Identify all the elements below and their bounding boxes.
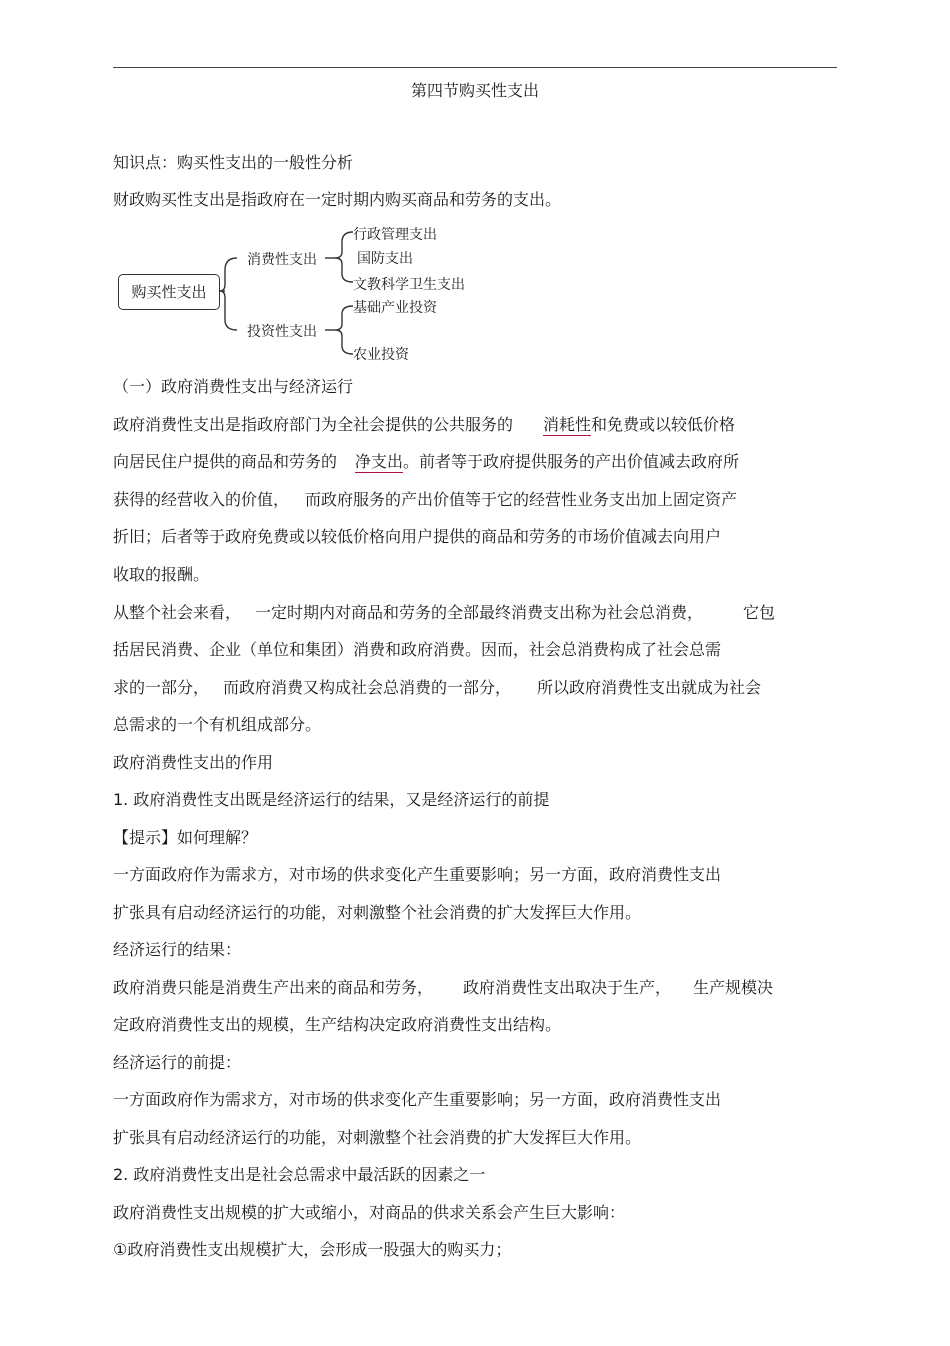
p4-line2: 定政府消费性支出的规模，生产结构决定政府消费性支出结构。 [113,1015,562,1034]
leaf-education: 文教科学卫生支出 [353,277,465,293]
item1: 1. 政府消费性支出既是经济运行的结果，又是经济运行的前提 [113,790,550,809]
p1-line3: 获得的经营收入的价值， 而政府服务的产出价值等于它的经营性业务支出加上固定资产 [113,490,738,509]
p1-line4: 折旧；后者等于政府免费或以较低价格向用户提供的商品和劳务的市场价值减去向用户 [113,527,722,546]
p2-line3: 求的一部分， 而政府消费又构成社会总消费的一部分， 所以政府消费性支出就成为社会 [113,678,762,697]
branch-investment: 投资性支出 [247,324,317,340]
result-heading: 经济运行的结果： [113,940,242,959]
definition-text: 财政购买性支出是指政府在一定时期内购买商品和劳务的支出。 [113,190,562,209]
p1-line1: 政府消费性支出是指政府部门为全社会提供的公共服务的 消耗性和免费或以较低价格 [113,415,736,434]
p1-line5: 收取的报酬。 [113,565,210,584]
p1-line2: 向居民住户提供的商品和劳务的 净支出。前者等于政府提供服务的产出价值减去政府所 [113,452,740,471]
leaf-admin: 行政管理支出 [353,227,437,243]
p2-line1: 从整个社会来看， 一定时期内对商品和劳务的全部最终消费支出称为社会总消费， 它包 [113,603,776,622]
header-rule [113,67,837,68]
p5-line2: 扩张具有启动经济运行的功能，对刺激整个社会消费的扩大发挥巨大作用。 [113,1128,642,1147]
knowledge-point: 知识点：购买性支出的一般性分析 [113,153,354,172]
leaf-agriculture: 农业投资 [353,347,409,363]
branch-consumption: 消费性支出 [247,252,317,268]
page-title: 第四节购买性支出 [410,81,539,100]
purchase-expenditure-diagram [113,222,493,368]
diagram-root: 购买性支出 [118,274,220,310]
hint: 【提示】如何理解？ [113,828,258,847]
section1-heading: （一）政府消费性支出与经济运行 [113,377,354,396]
p5-line1: 一方面政府作为需求方，对市场的供求变化产生重要影响；另一方面，政府消费性支出 [113,1090,722,1109]
leaf-defense: 国防支出 [357,251,413,267]
p7: ①政府消费性支出规模扩大，会形成一股强大的购买力； [113,1240,512,1259]
p4-line1: 政府消费只能是消费生产出来的商品和劳务， 政府消费性支出取决于生产， 生产规模决 [113,978,774,997]
p3-line1: 一方面政府作为需求方，对市场的供求变化产生重要影响；另一方面，政府消费性支出 [113,865,722,884]
p2-line2: 括居民消费、企业（单位和集团）消费和政府消费。因而，社会总消费构成了社会总需 [113,640,722,659]
p6: 政府消费性支出规模的扩大或缩小，对商品的供求关系会产生巨大影响： [113,1203,626,1222]
underlined-consumptive: 消耗性 [543,415,592,434]
p2-line4: 总需求的一个有机组成部分。 [113,715,322,734]
item2: 2. 政府消费性支出是社会总需求中最活跃的因素之一 [113,1165,486,1184]
underlined-net-expenditure: 净支出 [355,452,404,471]
role-heading: 政府消费性支出的作用 [113,753,274,772]
p3-line2: 扩张具有启动经济运行的功能，对刺激整个社会消费的扩大发挥巨大作用。 [113,903,642,922]
leaf-infrastructure: 基础产业投资 [353,300,437,316]
premise-heading: 经济运行的前提： [113,1053,242,1072]
